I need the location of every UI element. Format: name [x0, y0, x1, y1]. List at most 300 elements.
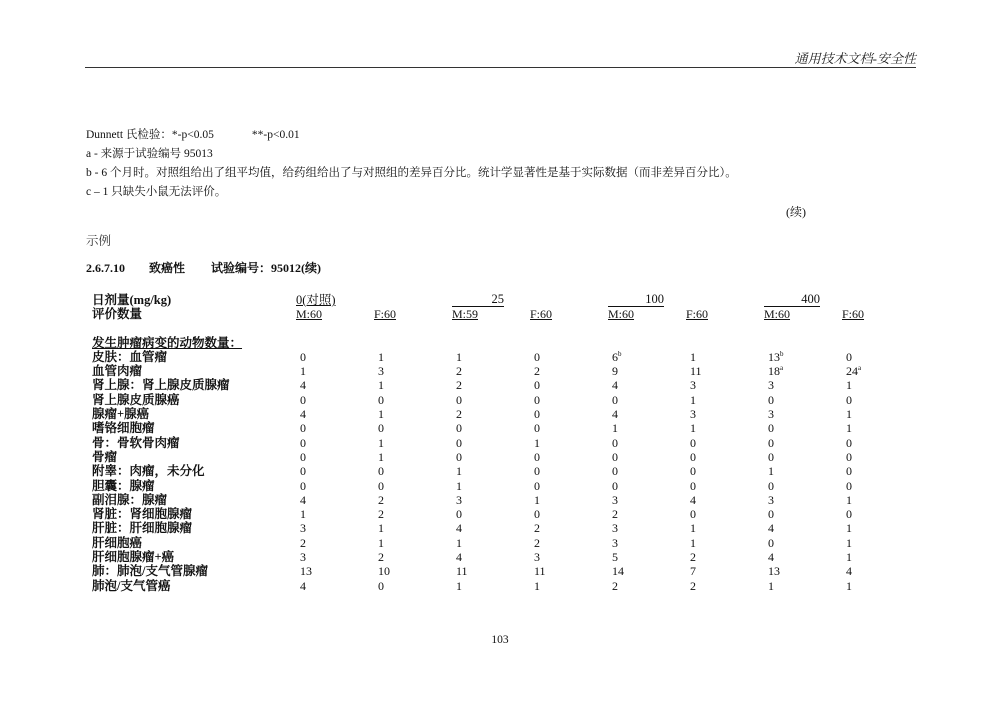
- table-cell: [378, 421, 384, 435]
- cell-value: 0: [768, 478, 774, 493]
- cell-value: 2: [612, 578, 618, 593]
- cell-value: 3: [690, 407, 696, 422]
- table-cell: [846, 479, 852, 493]
- table-cell: [300, 521, 306, 535]
- table-cell: [768, 464, 774, 478]
- table-cell: [690, 536, 696, 550]
- cell-value: 0: [768, 421, 774, 436]
- row-label: 嗜铬细胞瘤: [92, 421, 155, 436]
- table-cell: [456, 436, 462, 450]
- table-cell: [534, 436, 540, 450]
- footnote-b: b - 6 个月时。对照组给出了组平均值，给药组给出了与对照组的差异百分比。统计学显著性是基于实际数据（而非差异百分比）。: [86, 167, 737, 179]
- table-cell: [690, 493, 696, 507]
- cell-value: 11: [534, 564, 546, 579]
- cell-value: 1: [378, 535, 384, 550]
- cell-value: 3: [534, 550, 540, 565]
- cell-value: 1: [534, 578, 540, 593]
- cell-value: 0: [846, 478, 852, 493]
- cell-value: 13: [300, 564, 312, 579]
- table-cell: [846, 407, 852, 421]
- cell-value: 0: [534, 478, 540, 493]
- cell-value: 1: [690, 392, 696, 407]
- table-cell: [612, 393, 618, 407]
- table-cell: [846, 536, 852, 550]
- row-label: 副泪腺：腺瘤: [92, 492, 168, 507]
- section-number: 2.6.7.10: [86, 261, 125, 275]
- cell-value: 0: [612, 464, 618, 479]
- cell-value: 0: [300, 449, 306, 464]
- cell-value: 0: [534, 449, 540, 464]
- cell-value: 0: [378, 478, 384, 493]
- table-cell: [456, 564, 468, 578]
- table-cell: [534, 564, 546, 578]
- table-cell: [690, 507, 696, 521]
- dose-400: 400: [764, 293, 820, 307]
- count-100-f: F:60: [686, 307, 709, 322]
- cell-value: 3: [612, 492, 618, 507]
- table-cell: [846, 364, 861, 378]
- table-cell: [612, 550, 618, 564]
- dunnett-p001: **-p<0.01: [251, 129, 300, 141]
- table-cell: [456, 507, 462, 521]
- cell-value: 0: [690, 478, 696, 493]
- count-header-label: 评价数量: [92, 307, 143, 322]
- table-cell: [846, 564, 852, 578]
- table-cell: [612, 479, 618, 493]
- cell-value: 24: [846, 364, 858, 379]
- cell-value: 0: [378, 464, 384, 479]
- cell-value: 0: [456, 392, 462, 407]
- table-cell: [378, 493, 384, 507]
- table-cell: [690, 436, 696, 450]
- cell-value: 1: [690, 421, 696, 436]
- table-cell: [612, 450, 618, 464]
- count-400-m: M:60: [764, 307, 791, 322]
- cell-value: 0: [846, 449, 852, 464]
- cell-value: 5: [612, 550, 618, 565]
- cell-value: 0: [534, 378, 540, 393]
- count-100-m: M:60: [608, 307, 635, 322]
- row-label: 骨瘤: [92, 449, 118, 464]
- table-cell: [378, 521, 384, 535]
- cell-value: 9: [612, 364, 618, 379]
- footnote-marker: b: [618, 349, 622, 358]
- dunnett-note: [86, 128, 300, 142]
- count-400-f: F:60: [842, 307, 865, 322]
- cell-value: 0: [534, 507, 540, 522]
- table-cell: [768, 493, 774, 507]
- cell-value: 1: [300, 507, 306, 522]
- cell-value: 4: [846, 564, 852, 579]
- cell-value: 1: [846, 407, 852, 422]
- table-cell: [690, 450, 696, 464]
- cell-value: 0: [846, 507, 852, 522]
- cell-value: 1: [846, 521, 852, 536]
- table-cell: [456, 536, 462, 550]
- cell-value: 0: [456, 435, 462, 450]
- table-cell: [612, 507, 618, 521]
- table-cell: [456, 550, 462, 564]
- cell-value: 3: [612, 521, 618, 536]
- table-cell: [300, 364, 306, 378]
- table-cell: [378, 350, 384, 364]
- table-cell: [690, 364, 702, 378]
- cell-value: 4: [690, 492, 696, 507]
- table-cell: [768, 350, 784, 364]
- table-cell: [534, 450, 540, 464]
- table-cell: [612, 421, 618, 435]
- cell-value: 2: [534, 364, 540, 379]
- table-cell: [378, 536, 384, 550]
- cell-value: 0: [690, 507, 696, 522]
- table-cell: [534, 350, 540, 364]
- cell-value: 0: [768, 507, 774, 522]
- cell-value: 1: [378, 378, 384, 393]
- cell-value: 1: [846, 421, 852, 436]
- table-cell: [300, 407, 306, 421]
- table-cell: [846, 507, 852, 521]
- table-cell: [378, 378, 384, 392]
- table-cell: [768, 536, 774, 550]
- page-number: 103: [491, 634, 509, 646]
- table-cell: [534, 364, 540, 378]
- table-cell: [612, 536, 618, 550]
- row-label: 肾上腺：肾上腺皮质腺瘤: [92, 378, 230, 393]
- table-cell: [456, 350, 462, 364]
- cell-value: 1: [456, 478, 462, 493]
- row-label: 肺泡/支气管癌: [92, 578, 171, 593]
- cell-value: 0: [534, 349, 540, 364]
- section-name: 致癌性: [149, 261, 186, 275]
- table-cell: [300, 421, 306, 435]
- cell-value: 2: [300, 535, 306, 550]
- table-cell: [534, 521, 540, 535]
- table-cell: [534, 579, 540, 593]
- table-cell: [300, 550, 306, 564]
- table-cell: [768, 378, 774, 392]
- cell-value: 1: [300, 364, 306, 379]
- cell-value: 0: [846, 435, 852, 450]
- table-cell: [768, 421, 774, 435]
- cell-value: 1: [846, 535, 852, 550]
- cell-value: 1: [768, 578, 774, 593]
- table-cell: [300, 493, 306, 507]
- cell-value: 2: [612, 507, 618, 522]
- table-cell: [690, 421, 696, 435]
- table-cell: [534, 421, 540, 435]
- cell-value: 4: [456, 550, 462, 565]
- table-cell: [768, 407, 774, 421]
- cell-value: 0: [534, 407, 540, 422]
- cell-value: 4: [300, 578, 306, 593]
- cell-value: 1: [456, 349, 462, 364]
- cell-value: 2: [378, 550, 384, 565]
- cell-value: 1: [456, 535, 462, 550]
- table-cell: [846, 436, 852, 450]
- table-cell: [378, 579, 384, 593]
- cell-value: 0: [300, 392, 306, 407]
- cell-value: 14: [612, 564, 624, 579]
- example-label: 示例: [86, 234, 112, 248]
- cell-value: 1: [378, 435, 384, 450]
- row-label: 肾脏：肾细胞腺瘤: [92, 507, 193, 522]
- cell-value: 4: [612, 407, 618, 422]
- cell-value: 1: [846, 492, 852, 507]
- dose-25: 25: [452, 293, 504, 307]
- footnote-marker: a: [858, 364, 862, 373]
- table-cell: [846, 421, 852, 435]
- cell-value: 0: [690, 449, 696, 464]
- table-cell: [612, 350, 622, 364]
- footnote-c: c – 1 只缺失小鼠无法评价。: [86, 186, 227, 198]
- cell-value: 0: [300, 435, 306, 450]
- cell-value: 0: [456, 449, 462, 464]
- cell-value: 0: [846, 392, 852, 407]
- cell-value: 0: [300, 478, 306, 493]
- cell-value: 11: [456, 564, 468, 579]
- table-cell: [378, 436, 384, 450]
- cell-value: 0: [846, 464, 852, 479]
- cell-value: 2: [690, 578, 696, 593]
- row-label: 骨：骨软骨肉瘤: [92, 435, 180, 450]
- table-cell: [300, 378, 306, 392]
- table-cell: [690, 550, 696, 564]
- table-cell: [768, 550, 774, 564]
- cell-value: 0: [378, 392, 384, 407]
- cell-value: 4: [768, 521, 774, 536]
- table-cell: [300, 393, 306, 407]
- cell-value: 13: [768, 349, 780, 364]
- table-cell: [768, 507, 774, 521]
- table-cell: [378, 364, 384, 378]
- dose-100: 100: [608, 293, 664, 307]
- study-number: 试验编号：95012(续): [211, 261, 322, 275]
- table-cell: [456, 464, 462, 478]
- table-cell: [378, 564, 390, 578]
- table-cell: [846, 493, 852, 507]
- cell-value: 1: [456, 464, 462, 479]
- cell-value: 1: [378, 449, 384, 464]
- dunnett-p005: Dunnett 氏检验：*-p<0.05: [86, 129, 214, 141]
- table-cell: [846, 464, 852, 478]
- table-subheading: 发生肿瘤病变的动物数量：: [92, 335, 243, 350]
- table-cell: [846, 393, 852, 407]
- cell-value: 0: [534, 392, 540, 407]
- table-cell: [768, 521, 774, 535]
- table-cell: [300, 436, 306, 450]
- cell-value: 0: [612, 435, 618, 450]
- cell-value: 11: [690, 364, 702, 379]
- table-cell: [534, 536, 540, 550]
- cell-value: 18: [768, 364, 780, 379]
- table-cell: [378, 507, 384, 521]
- cell-value: 0: [456, 421, 462, 436]
- footnote-marker: b: [780, 349, 784, 358]
- table-cell: [534, 550, 540, 564]
- table-cell: [768, 564, 780, 578]
- table-cell: [456, 393, 462, 407]
- cell-value: 1: [690, 521, 696, 536]
- table-cell: [300, 564, 312, 578]
- table-cell: [612, 464, 618, 478]
- cell-value: 4: [456, 521, 462, 536]
- table-cell: [768, 479, 774, 493]
- cell-value: 0: [690, 435, 696, 450]
- table-cell: [300, 507, 306, 521]
- table-cell: [378, 464, 384, 478]
- cell-value: 2: [534, 521, 540, 536]
- table-cell: [768, 364, 783, 378]
- table-cell: [846, 550, 852, 564]
- cell-value: 0: [456, 507, 462, 522]
- table-cell: [456, 364, 462, 378]
- cell-value: 2: [456, 364, 462, 379]
- cell-value: 1: [846, 550, 852, 565]
- table-cell: [456, 493, 462, 507]
- cell-value: 0: [534, 464, 540, 479]
- continued-label: (续): [786, 205, 806, 219]
- table-cell: [690, 393, 696, 407]
- count-25-m: M:59: [452, 307, 479, 322]
- cell-value: 3: [690, 378, 696, 393]
- table-cell: [690, 564, 696, 578]
- cell-value: 1: [378, 521, 384, 536]
- row-label: 皮肤：血管瘤: [92, 349, 168, 364]
- cell-value: 3: [768, 378, 774, 393]
- cell-value: 2: [456, 407, 462, 422]
- cell-value: 7: [690, 564, 696, 579]
- row-label: 肾上腺皮质腺癌: [92, 392, 180, 407]
- table-cell: [612, 493, 618, 507]
- cell-value: 2: [456, 378, 462, 393]
- table-cell: [846, 450, 852, 464]
- cell-value: 1: [846, 378, 852, 393]
- table-cell: [612, 564, 624, 578]
- cell-value: 0: [612, 478, 618, 493]
- footnote-marker: a: [780, 364, 784, 373]
- table-cell: [612, 378, 618, 392]
- cell-value: 4: [300, 378, 306, 393]
- cell-value: 2: [378, 492, 384, 507]
- table-cell: [612, 579, 618, 593]
- table-cell: [456, 479, 462, 493]
- cell-value: 1: [534, 492, 540, 507]
- count-control-m: M:60: [296, 307, 323, 322]
- table-cell: [456, 450, 462, 464]
- cell-value: 3: [300, 521, 306, 536]
- cell-value: 1: [378, 349, 384, 364]
- table-cell: [612, 521, 618, 535]
- cell-value: 1: [534, 435, 540, 450]
- cell-value: 1: [690, 349, 696, 364]
- cell-value: 1: [612, 421, 618, 436]
- table-cell: [690, 464, 696, 478]
- cell-value: 13: [768, 564, 780, 579]
- table-cell: [456, 579, 462, 593]
- table-cell: [534, 479, 540, 493]
- cell-value: 1: [768, 464, 774, 479]
- table-cell: [378, 479, 384, 493]
- cell-value: 3: [300, 550, 306, 565]
- cell-value: 10: [378, 564, 390, 579]
- cell-value: 4: [768, 550, 774, 565]
- table-cell: [690, 521, 696, 535]
- cell-value: 3: [768, 407, 774, 422]
- count-25-f: F:60: [530, 307, 553, 322]
- table-cell: [846, 350, 852, 364]
- table-cell: [378, 407, 384, 421]
- table-cell: [690, 350, 696, 364]
- cell-value: 2: [378, 507, 384, 522]
- table-cell: [846, 579, 852, 593]
- table-cell: [300, 464, 306, 478]
- count-control-f: F:60: [374, 307, 397, 322]
- cell-value: 3: [768, 492, 774, 507]
- cell-value: 3: [612, 535, 618, 550]
- table-cell: [846, 378, 852, 392]
- table-cell: [300, 536, 306, 550]
- cell-value: 0: [768, 392, 774, 407]
- cell-value: 3: [378, 364, 384, 379]
- table-cell: [534, 507, 540, 521]
- row-label: 肺：肺泡/支气管腺瘤: [92, 564, 208, 579]
- dose-control: 0(对照): [296, 293, 336, 307]
- cell-value: 2: [690, 550, 696, 565]
- cell-value: 4: [300, 492, 306, 507]
- footnote-a: a - 来源于试验编号 95013: [86, 148, 213, 160]
- cell-value: 1: [456, 578, 462, 593]
- table-cell: [534, 493, 540, 507]
- cell-value: 0: [300, 349, 306, 364]
- table-cell: [534, 407, 540, 421]
- table-cell: [768, 579, 774, 593]
- table-cell: [612, 436, 618, 450]
- cell-value: 1: [378, 407, 384, 422]
- table-cell: [534, 464, 540, 478]
- cell-value: 1: [690, 535, 696, 550]
- table-cell: [456, 407, 462, 421]
- cell-value: 0: [300, 464, 306, 479]
- cell-value: 0: [612, 392, 618, 407]
- header-rule: [85, 67, 916, 68]
- row-label: 血管肉瘤: [92, 364, 143, 379]
- table-cell: [768, 436, 774, 450]
- table-cell: [768, 450, 774, 464]
- table-cell: [846, 521, 852, 535]
- table-cell: [456, 521, 462, 535]
- table-cell: [690, 407, 696, 421]
- row-label: 肝细胞腺瘤+癌: [92, 550, 175, 565]
- cell-value: 2: [534, 535, 540, 550]
- table-cell: [456, 378, 462, 392]
- table-cell: [690, 479, 696, 493]
- row-label: 胆囊：腺瘤: [92, 478, 155, 493]
- table-cell: [300, 479, 306, 493]
- cell-value: 0: [534, 421, 540, 436]
- cell-value: 4: [300, 407, 306, 422]
- table-cell: [612, 364, 618, 378]
- cell-value: 4: [612, 378, 618, 393]
- cell-value: 0: [768, 435, 774, 450]
- table-cell: [300, 350, 306, 364]
- table-cell: [378, 550, 384, 564]
- cell-value: 3: [456, 492, 462, 507]
- row-label: 附睾：肉瘤，未分化: [92, 464, 205, 479]
- cell-value: 1: [846, 578, 852, 593]
- cell-value: 0: [768, 535, 774, 550]
- cell-value: 0: [846, 349, 852, 364]
- dose-header-label: 日剂量(mg/kg): [92, 293, 172, 307]
